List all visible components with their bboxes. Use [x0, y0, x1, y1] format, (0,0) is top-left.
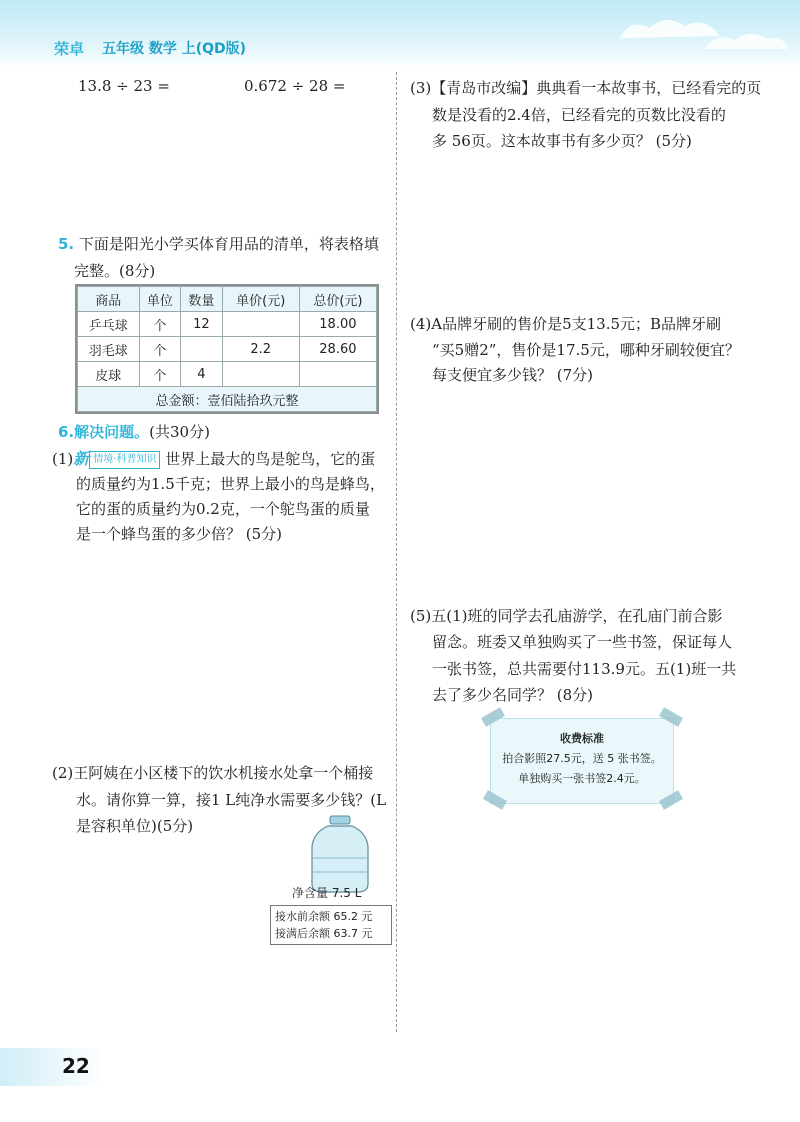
q6-p3-line3: 多 56页。这本故事书有多少页？ (5分) [432, 132, 692, 150]
table-cell: 28.60 [299, 337, 376, 362]
q6-p4-line2: “买5赠2”，售价是17.5元，哪种牙刷较便宜？ [432, 341, 740, 359]
q6-p5-line1: (5)五(1)班的同学去孔庙游学，在孔庙门前合影 [410, 607, 723, 625]
table-row [78, 362, 377, 387]
q6-score: (共30分) [149, 423, 210, 441]
q6-p1-text-1: 世界上最大的鸟是鸵鸟，它的蛋 [165, 450, 376, 468]
q6-p5-line3: 一张书签，总共需要付113.9元。五(1)班一共 [432, 660, 737, 678]
table-header: 商品 [78, 287, 140, 312]
table-cell: 皮球 [78, 362, 140, 387]
table-header: 单位 [139, 287, 181, 312]
table-cell: 2.2 [222, 337, 299, 362]
q6-p5-line4: 去了多少名同学？ (8分) [432, 686, 594, 704]
context-tag: 情境·科普知识 [89, 451, 160, 469]
equation-2: 0.672 ÷ 28 = [244, 77, 346, 95]
q5-number: 5. [58, 235, 75, 253]
q6-p1-line3: 它的蛋的质量约为0.2克，一个鸵鸟蛋的质量 [76, 500, 370, 518]
table-cell: 18.00 [299, 312, 376, 337]
net-volume-label: 净含量 7.5 L [292, 886, 362, 900]
note-line1: 拍合影照27.5元，送 5 张书签。 [502, 752, 662, 765]
table-cell-blank[interactable] [222, 312, 299, 337]
table-cell: 羽毛球 [78, 337, 140, 362]
q6-p2-line1: (2)王阿姨在小区楼下的饮水机接水处拿一个桶接 [52, 764, 374, 782]
water-bottle-icon [300, 814, 380, 894]
table-cell: 个 [139, 337, 181, 362]
q5-text-1: 下面是阳光小学买体育用品的清单，将表格填 [78, 235, 379, 253]
q6-p1-line4: 是一个蜂鸟蛋的多少倍？ (5分) [76, 525, 283, 543]
cloud-icon [700, 24, 790, 54]
table-header: 总价(元) [299, 287, 376, 312]
q6-p3-line1: (3)【青岛市改编】典典看一本故事书，已经看完的页 [410, 79, 762, 97]
table-cell: 个 [139, 362, 181, 387]
equation-1: 13.8 ÷ 23 = [78, 77, 170, 95]
table-total-row [78, 387, 377, 412]
q6-p3-line2: 数是没看的2.4倍，已经看完的页数比没看的 [432, 106, 726, 124]
q5-line1 [58, 230, 379, 258]
table-cell: 个 [139, 312, 181, 337]
q6-p1-line2: 的质量约为1.5千克；世界上最小的鸟是蜂鸟， [76, 475, 385, 493]
table-total: 总金额：壹佰陆拾玖元整 [78, 387, 377, 412]
table-cell: 4 [181, 362, 223, 387]
table-cell-blank[interactable] [222, 362, 299, 387]
q6-p4-line1: (4)A品牌牙刷的售价是5支13.5元；B品牌牙刷 [410, 315, 722, 333]
note-title: 收费标准 [560, 732, 604, 745]
q6-p2-line3: 是容积单位)(5分) [76, 817, 194, 835]
q6-p5-line2: 留念。班委又单独购买了一些书签，保证每人 [432, 633, 733, 651]
q6-p2-line2: 水。请你算一算，接1 L纯净水需要多少钱？(L [76, 791, 387, 809]
goods-table [77, 286, 377, 412]
balance-box [270, 905, 392, 945]
table-row [78, 337, 377, 362]
note-line2: 单独购买一张书签2.4元。 [518, 772, 646, 785]
q6-p1-line1 [52, 445, 375, 473]
header-title: 五年级 数学 上(QD版) [102, 41, 247, 57]
column-divider [396, 72, 397, 1032]
table-cell-blank[interactable] [181, 337, 223, 362]
q5-line2: 完整。(8分) [74, 262, 156, 280]
table-header: 单价(元) [222, 287, 299, 312]
new-badge: 新 [73, 449, 90, 468]
price-note [490, 718, 674, 804]
q6-p1-number: (1) [52, 450, 74, 468]
header-logo: 荣卓 [54, 40, 85, 58]
balance-before: 接水前余额 65.2 元 [275, 910, 373, 923]
table-row [78, 312, 377, 337]
table-cell: 乒乓球 [78, 312, 140, 337]
table-header-row [78, 287, 377, 312]
table-cell-blank[interactable] [299, 362, 376, 387]
q6-title: 6.解决问题。 [58, 423, 150, 441]
balance-after: 接满后余额 63.7 元 [275, 927, 373, 940]
table-header: 数量 [181, 287, 223, 312]
q6-heading [58, 418, 210, 446]
table-cell: 12 [181, 312, 223, 337]
q6-p4-line3: 每支便宜多少钱？ (7分) [432, 366, 594, 384]
page-number: 22 [62, 1054, 90, 1078]
